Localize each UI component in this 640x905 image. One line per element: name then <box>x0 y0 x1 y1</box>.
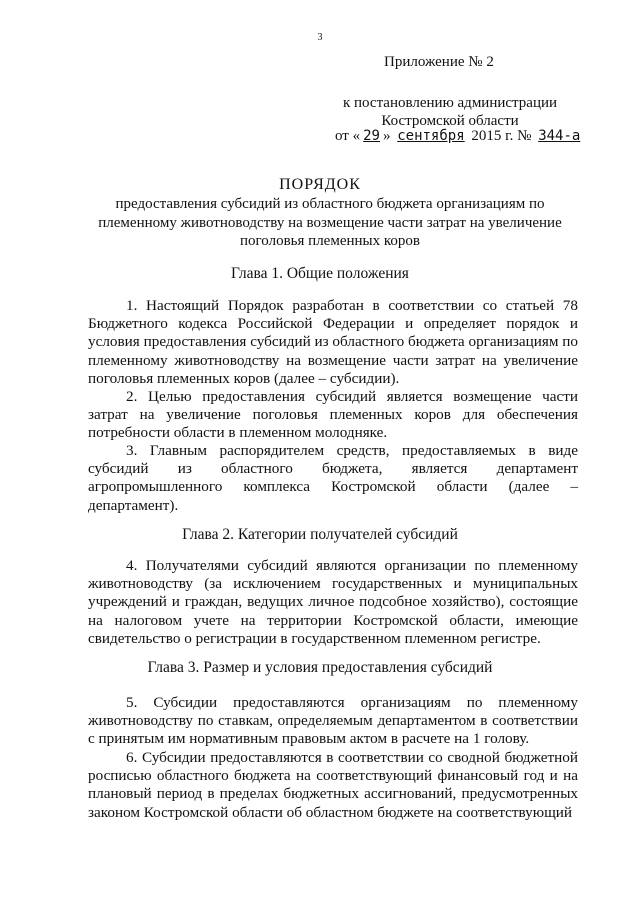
appendix-label: Приложение № 2 <box>384 54 494 70</box>
page-number: 3 <box>317 32 323 43</box>
paragraph-3 <box>88 442 578 515</box>
date-month: сентября <box>397 128 465 144</box>
approval-date-line <box>335 128 583 145</box>
document-subtitle: предоставления субсидий из областного бюджета организациям по племенному животноводству на возмещение части затрат на увеличение поголовья племенных коров <box>98 196 562 249</box>
approval-line-1: к постановлению администрации <box>342 95 558 111</box>
paragraph-1 <box>88 297 578 388</box>
chapter-2-heading: Глава 2. Категории получателей субсидий <box>182 526 458 543</box>
date-day: 29 <box>363 128 380 144</box>
paragraph-4 <box>88 557 578 648</box>
approval-block <box>300 94 600 130</box>
paragraph-5-text: 5. Субсидии предоставляются организациям по племенному животноводству по ставкам, определяемым департаментом в соответствии с принятым им нормативным правовым актом в расчете на 1 голову. <box>88 694 578 748</box>
paragraph-6-text: 6. Субсидии предоставляются в соответствии со сводной бюджетной росписью областного бюджета на соответствующий финансовый год и на плановый период в пределах бюджетных ассигнований, предусмотренных законом Костромской области об областном бюджете на соответствующий <box>88 749 578 821</box>
paragraph-2-text: 2. Целью предоставления субсидий является возмещение части затрат на увеличение поголовья племенных коров для обеспечения потребности области в племенном молодняке. <box>88 388 578 442</box>
paragraph-3-text: 3. Главным распорядителем средств, предоставляемых в виде субсидий из областного бюджета, является департамент агропромышленного комплекса Костромской области (далее – департамент). <box>88 442 578 514</box>
date-prefix: от « <box>335 128 361 144</box>
paragraph-6 <box>88 749 578 822</box>
date-year: 2015 г. № <box>471 128 532 144</box>
paragraph-1-text: 1. Настоящий Порядок разработан в соответствии со статьей 78 Бюджетного кодекса Российской Федерации и определяет порядок и условия предоставления субсидий из областного бюджета организациям по племенному животноводству на возмещение части затрат на увеличение поголовья племенных коров (далее – субсидии). <box>88 297 578 387</box>
chapter-1-heading: Глава 1. Общие положения <box>231 265 409 282</box>
chapter-3-heading: Глава 3. Размер и условия предоставления субсидий <box>147 659 493 676</box>
paragraph-5 <box>88 694 578 749</box>
paragraph-4-text: 4. Получателями субсидий являются организации по племенному животноводству (за исключением государственных и муниципальных учреждений и граждан, ведущих личное подсобное хозяйство), состоящие на налоговом учете на территории Костромской области, имеющие свидетельство о регистрации в государственном племенном регистре. <box>88 557 578 647</box>
document-title: ПОРЯДОК <box>279 176 361 193</box>
approval-line-2: Костромской области <box>381 113 519 129</box>
date-mid: » <box>382 128 391 144</box>
document-number: 344-а <box>538 128 581 144</box>
paragraph-2 <box>88 388 578 443</box>
